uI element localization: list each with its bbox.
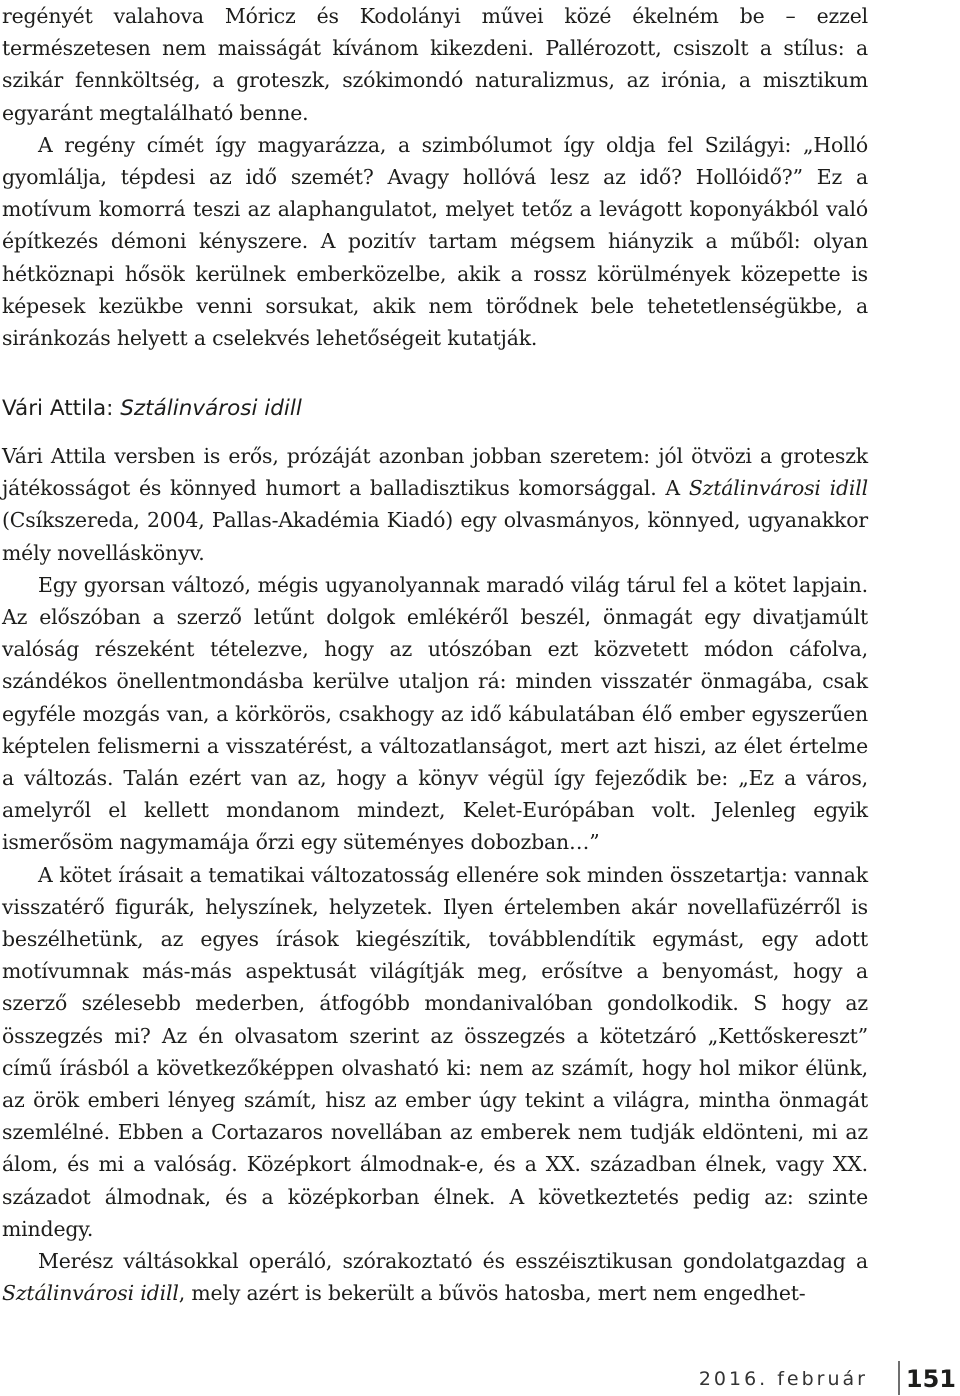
text-run: A kötet írásait a tematikai változatosság ellenére sok minden összetartja: vannak visszatérő figurák, helyszínek, helyzetek. Ilyen értelemben akár novellafüzérről is beszélhetünk, az egyes írások kiegészítik, továbblendítik egymást, egy adott motívumnak más-más aspektusát világítják meg, erősítve a benyomást, hogy a szerző szélesebb mederben, átfogóbb mondanivalóban gondolkodik. S hogy az összegzés mi? Az én olvasatom szerint az összegzés a kötetzáró „Kettőskereszt” című írásból a következőképpen olvasható ki: nem az számít, hogy hol mikor élünk, az örök emberi lényeg számít, hisz az ember úgy tekint a világra, mintha önmagát szemlélné. Ebben a Cortazaros novellában az emberek nem tudják eldönteni, mi az álom, és mi a valóság. Középkort álmodnak-e, és a XX. században élnek, vagy XX. századot álmodnak, és a középkorban élnek. A következtetés pedig az: szinte mindegy.	[2, 862, 868, 1241]
heading-author: Vári Attila:	[2, 396, 121, 421]
paragraph	[2, 569, 868, 859]
heading-title: Sztálinvárosi idill	[120, 396, 302, 421]
top-text-block	[2, 0, 868, 354]
footer-date: 2016. február	[698, 1368, 868, 1390]
text-run: Vári Attila versben is erős, prózáját azonban jobban szeretem: jól ötvözi a groteszk játékosságot és könnyed humort a balladisztikus komorsággal. A	[2, 444, 868, 501]
text-run: , mely azért is bekerült a bűvös hatosba, mert nem engedhet-	[178, 1281, 806, 1306]
paragraph	[2, 1245, 868, 1309]
text-run: (Csíkszereda, 2004, Pallas-Akadémia Kiadó) egy olvasmányos, könnyed, ugyanakkor mély novelláskönyv.	[2, 508, 868, 565]
text-run: regényét valahova Móricz és Kodolányi művei közé ékelném be – ezzel természetesen nem maisságát kívánom kikezdeni. Pallérozott, csiszolt a stílus: a szikár fennköltség, a groteszk, szókimondó naturalizmus, az irónia, a misztikum egyaránt megtalálható benne.	[2, 4, 868, 125]
book-title-italic: Sztálinvárosi idill	[688, 476, 868, 501]
page-number: 151	[905, 1365, 956, 1393]
text-run: Egy gyorsan változó, mégis ugyanolyannak maradó világ tárul fel a kötet lapjain. Az előszóban a szerző letűnt dolgok emlékéről beszél, önmagát egy divatjamúlt valóság részeként tételezve, hogy az utószóban ezt közvetett módon cáfolva, szándékos önellentmondásba kerülve utaljon rá: minden visszatér önmagába, csak egyféle mozgás van, a körkörös, csakhogy az idő kábulatában élő ember egyszerűen képtelen felismerni a visszatérést, a változatlanságot, mert azt hiszi, az élet értelme a változás. Talán ezért van az, hogy a könyv végül így fejeződik be: „Ez a város, amelyről el kellett mondanom mindezt, Kelet-Európában volt. Jelenleg egyik ismerősöm nagymamája őrzi egy süteményes dobozban…”	[2, 572, 868, 855]
paragraph	[2, 0, 868, 129]
main-text-block	[2, 440, 868, 1309]
section-heading	[2, 393, 302, 425]
footer-divider	[898, 1361, 900, 1395]
paragraph	[2, 440, 868, 569]
paragraph	[2, 129, 868, 354]
text-run: A regény címét így magyarázza, a szimbólumot így oldja fel Szilágyi: „Holló gyomlálja, tépdesi az idő szemét? Avagy hollóvá lesz az idő? Hollóidő?” Ez a motívum komorrá teszi az alaphangulatot, melyet tetőz a levágott koponyákból való építkezés démoni kényszere. A pozitív tartam mégsem hiányzik a műből: olyan hétköznapi hősök kerülnek emberközelbe, akik a rossz körülmények közepette is képesek kezükbe venni sorsukat, akik nem törődnek bele tehetetlenségükbe, a siránkozás helyett a cselekvés lehetőségeit kutatják.	[2, 132, 868, 351]
text-run: Merész váltásokkal operáló, szórakoztató és esszéisztikusan gondolatgazdag a	[38, 1249, 868, 1274]
book-title-italic: Sztálinvárosi idill	[2, 1281, 179, 1306]
paragraph	[2, 859, 868, 1245]
